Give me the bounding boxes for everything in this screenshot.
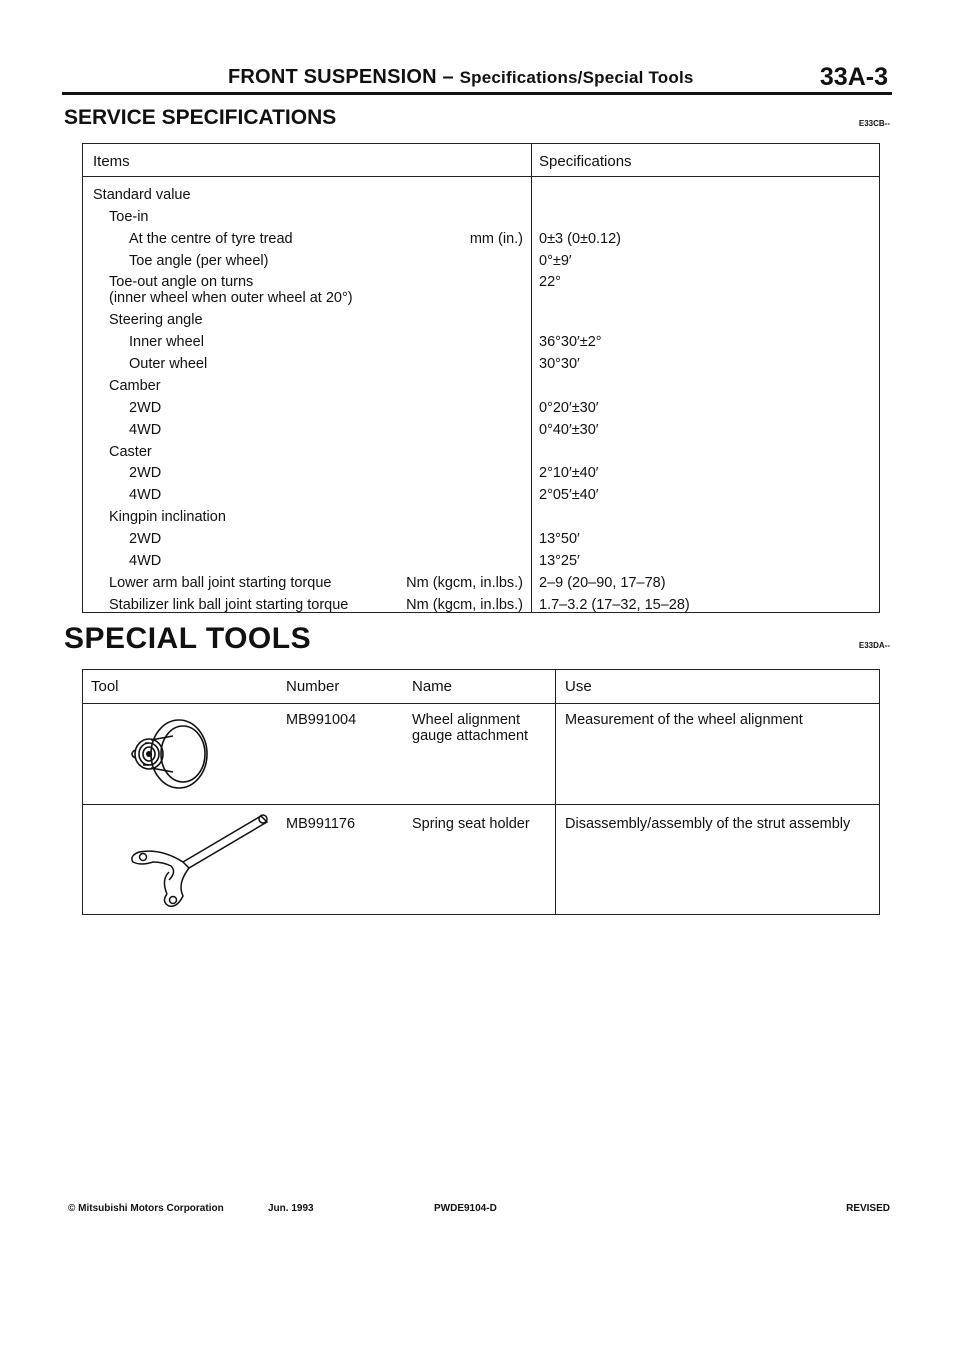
tool-1-use: Measurement of the wheel alignment bbox=[565, 712, 803, 728]
spec-row-label: 4WD bbox=[129, 553, 162, 569]
spec-row-label: Standard value bbox=[93, 187, 191, 203]
service-specs-title: SERVICE SPECIFICATIONS bbox=[64, 106, 337, 129]
col-specs-header: Specifications bbox=[539, 153, 632, 170]
header-title-sub: Specifications/Special Tools bbox=[459, 68, 694, 87]
spec-row-label: Lower arm ball joint starting torque bbox=[109, 575, 332, 591]
spec-row-value: 22° bbox=[539, 274, 561, 290]
tool-2-use: Disassembly/assembly of the strut assembly bbox=[565, 816, 851, 832]
footer-status: REVISED bbox=[846, 1203, 890, 1214]
spec-row-label: 4WD bbox=[129, 422, 162, 438]
spec-row-value: 30°30′ bbox=[539, 356, 580, 372]
tool-1-number: MB991004 bbox=[286, 712, 357, 728]
tool-use-divider bbox=[555, 670, 556, 914]
header-title-main: FRONT SUSPENSION – bbox=[228, 66, 460, 88]
spec-row-label: (inner wheel when outer wheel at 20°) bbox=[109, 290, 353, 306]
page-header-title bbox=[228, 66, 694, 89]
spec-row-label: Outer wheel bbox=[129, 356, 208, 372]
spec-row-value: 2–9 (20–90, 17–78) bbox=[539, 575, 666, 591]
spec-row-label: 2WD bbox=[129, 400, 162, 416]
spec-column-divider bbox=[531, 144, 532, 612]
spec-row-label: Kingpin inclination bbox=[109, 509, 226, 525]
col-name-header: Name bbox=[412, 678, 453, 695]
spec-row-value: 36°30′±2° bbox=[539, 334, 602, 350]
spec-row-value: 13°50′ bbox=[539, 531, 580, 547]
spec-row-label: 2WD bbox=[129, 465, 162, 481]
spec-row-label: Toe-in bbox=[109, 209, 149, 225]
spec-row-label: Toe-out angle on turns bbox=[109, 274, 254, 290]
col-tool-header: Tool bbox=[91, 678, 119, 695]
spec-row-value: 13°25′ bbox=[539, 553, 580, 569]
spec-row-label: 4WD bbox=[129, 487, 162, 503]
spec-row-label: Inner wheel bbox=[129, 334, 204, 350]
spec-row-unit: Nm (kgcm, in.lbs.) bbox=[406, 597, 523, 613]
tool-row-divider bbox=[83, 804, 879, 805]
spec-row-value: 2°10′±40′ bbox=[539, 465, 599, 481]
page-number: 33A-3 bbox=[819, 63, 888, 91]
footer-date: Jun. 1993 bbox=[268, 1203, 314, 1214]
spec-row-value: 0°40′±30′ bbox=[539, 422, 599, 438]
special-tools-code: E33DA-- bbox=[858, 641, 890, 650]
spec-row-value: 0±3 (0±0.12) bbox=[539, 231, 622, 247]
col-items-header: Items bbox=[93, 153, 130, 170]
footer-copyright: © Mitsubishi Motors Corporation bbox=[68, 1203, 224, 1214]
wheel-alignment-attachment-icon bbox=[109, 710, 219, 800]
tool-2-name: Spring seat holder bbox=[412, 816, 530, 832]
spec-row-value: 2°05′±40′ bbox=[539, 487, 599, 503]
col-number-header: Number bbox=[286, 678, 340, 695]
spec-row-unit: mm (in.) bbox=[469, 231, 523, 247]
footer-doc-code: PWDE9104-D bbox=[434, 1203, 497, 1214]
spec-row-label: Camber bbox=[109, 378, 161, 394]
spec-row-label: At the centre of tyre tread bbox=[129, 231, 293, 247]
spec-row-value: 1.7–3.2 (17–32, 15–28) bbox=[539, 597, 690, 613]
spec-header-divider bbox=[83, 176, 879, 177]
spec-row-unit: Nm (kgcm, in.lbs.) bbox=[406, 575, 523, 591]
spec-row-value: 0°20′±30′ bbox=[539, 400, 599, 416]
spec-row-label: Toe angle (per wheel) bbox=[129, 253, 269, 269]
spec-row-label: 2WD bbox=[129, 531, 162, 547]
service-specs-code: E33CB-- bbox=[858, 119, 890, 128]
special-tools-title: SPECIAL TOOLS bbox=[64, 622, 312, 655]
special-tools-table bbox=[82, 669, 880, 915]
tool-header-divider bbox=[83, 703, 879, 704]
col-use-header: Use bbox=[565, 678, 592, 695]
header-rule bbox=[62, 92, 892, 95]
spec-row-value: 0°±9′ bbox=[539, 253, 572, 269]
spec-row-label: Stabilizer link ball joint starting torque bbox=[109, 597, 349, 613]
service-specs-table bbox=[82, 143, 880, 613]
spring-seat-holder-icon bbox=[111, 810, 281, 910]
tool-1-name: Wheel alignment gauge attachment bbox=[412, 712, 529, 744]
spec-row-label: Steering angle bbox=[109, 312, 203, 328]
tool-2-number: MB991176 bbox=[286, 816, 356, 832]
spec-row-label: Caster bbox=[109, 444, 152, 460]
